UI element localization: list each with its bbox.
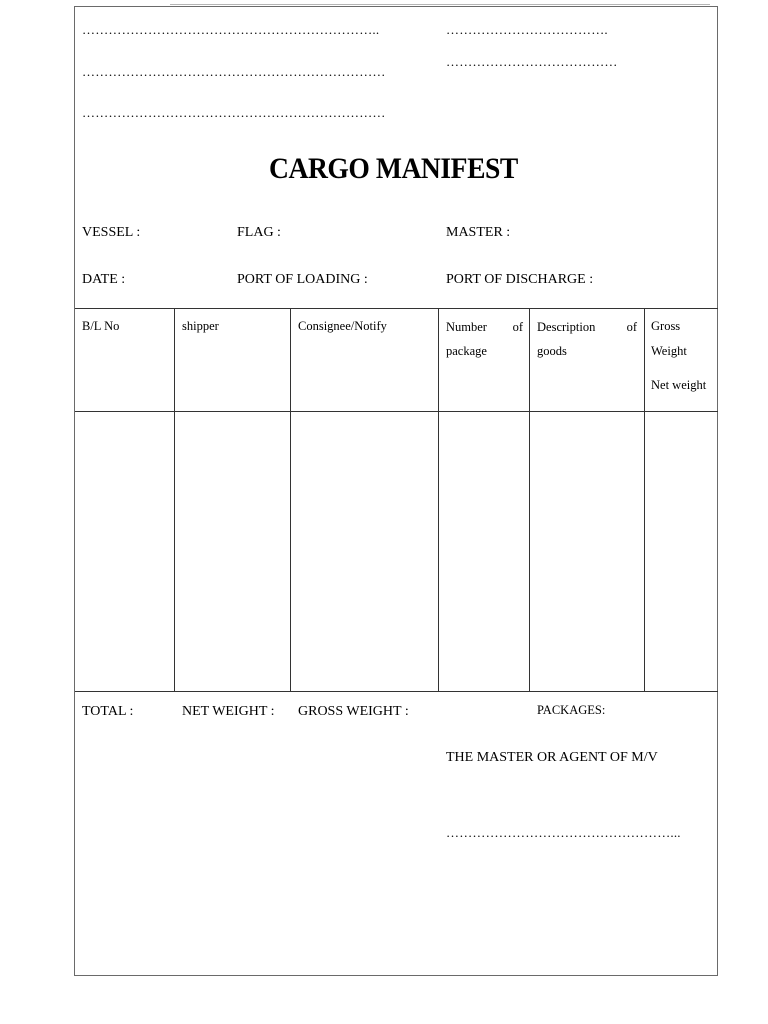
header-dotted-line-right-1: ………………………………. — [446, 22, 608, 37]
header-dotted-line-right-2: ………………………………… — [446, 54, 618, 69]
signature-dotted-line: ……………………………………………... — [446, 825, 681, 840]
column-header-net-weight: Net weight — [651, 378, 707, 392]
header-text: package — [446, 344, 487, 358]
vessel-label: VESSEL : — [82, 225, 141, 240]
table-body-blank — [75, 412, 718, 691]
column-header-number-of-package — [446, 320, 523, 335]
header-text: of — [512, 320, 523, 334]
header-text: Number — [446, 320, 487, 334]
flag-label: FLAG : — [237, 225, 281, 240]
table-bottom-rule — [75, 691, 718, 692]
column-header-gross-weight: Gross — [651, 319, 681, 333]
total-label: TOTAL : — [82, 704, 134, 719]
page-top-edge — [170, 4, 710, 5]
gross-weight-label: GROSS WEIGHT : — [298, 704, 409, 719]
header-dotted-line-2: …………………………………………………………… — [82, 64, 386, 79]
header-text: Description — [537, 320, 596, 334]
port-of-discharge-label: PORT OF DISCHARGE : — [446, 272, 594, 287]
master-label: MASTER : — [446, 225, 511, 240]
port-of-loading-label: PORT OF LOADING : — [237, 272, 368, 287]
column-header-shipper: shipper — [182, 319, 219, 333]
header-text: Weight — [651, 344, 687, 358]
packages-label: PACKAGES: — [537, 703, 606, 717]
document-title: CARGO MANIFEST — [269, 152, 518, 185]
header-text: of — [626, 320, 637, 334]
column-header-bl-no: B/L No — [82, 319, 120, 333]
master-or-agent-label: THE MASTER OR AGENT OF M/V — [446, 750, 658, 765]
date-label: DATE : — [82, 272, 126, 287]
net-weight-label: NET WEIGHT : — [182, 704, 275, 719]
cargo-manifest-form — [74, 6, 718, 976]
header-dotted-line-3: …………………………………………………………… — [82, 105, 386, 120]
column-header-consignee: Consignee/Notify — [298, 319, 387, 333]
column-header-description-of-goods — [537, 320, 637, 335]
table-top-rule — [75, 308, 718, 309]
header-text: goods — [537, 344, 567, 358]
header-dotted-line-1: ………………………………………………………….. — [82, 22, 380, 37]
